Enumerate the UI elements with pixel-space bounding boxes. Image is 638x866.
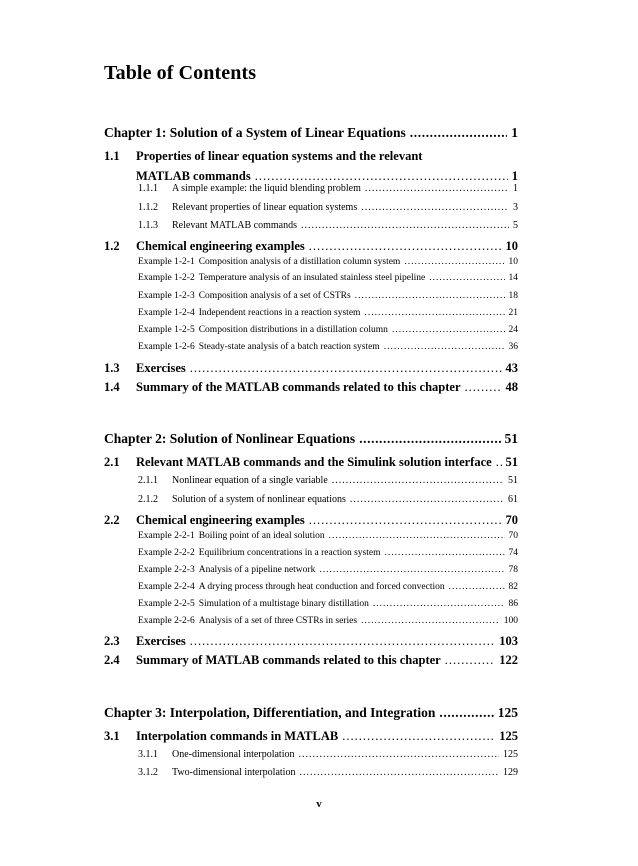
toc-dot-leader (445, 654, 496, 667)
toc-entry-page: 48 (505, 380, 518, 394)
toc-entry-number: Example 2-2-1 (138, 531, 195, 541)
toc-entry-page: 103 (499, 634, 518, 648)
toc-entry-title: Analysis of a pipeline network (198, 565, 316, 575)
toc-entry-title: Boiling point of an ideal solution (198, 531, 325, 541)
toc-entry (104, 362, 518, 375)
toc-entry-title: Relevant MATLAB commands (172, 220, 297, 231)
toc-entry (104, 514, 518, 527)
toc-entry (138, 768, 518, 778)
toc-entry (138, 326, 518, 336)
toc-entry (138, 476, 518, 486)
toc-entry (104, 150, 518, 163)
toc-entry (104, 635, 518, 648)
toc-entry (104, 126, 518, 140)
toc-entry-page: 43 (505, 361, 518, 375)
toc-entry-page: 21 (508, 308, 518, 318)
toc-entry-title: Summary of MATLAB commands related to this chapter (136, 653, 441, 667)
toc-entry-page: 18 (508, 291, 518, 301)
toc-entry-number: 3.1.2 (138, 767, 158, 778)
toc-entry-title: Simulation of a multistage binary distillation (198, 599, 369, 609)
toc-dot-leader (359, 432, 500, 446)
page-title: Table of Contents (104, 62, 257, 84)
toc-entry-title: Relevant properties of linear equation systems (172, 202, 358, 213)
toc-entry-title: A simple example: the liquid blending problem (172, 183, 361, 194)
toc-entry-page: 122 (499, 653, 518, 667)
toc-entry (104, 654, 518, 667)
toc-entry-number: 2.3 (104, 634, 120, 648)
toc-entry-title: Chapter 3: Interpolation, Differentiation, and Integration (104, 705, 436, 720)
toc-dot-leader (299, 768, 499, 778)
toc-entry-page: 1 (511, 125, 518, 140)
toc-dot-leader (361, 617, 500, 627)
toc-entry-number: 1.3 (104, 361, 120, 375)
toc-entry (104, 456, 518, 469)
toc-dot-leader (364, 309, 504, 319)
toc-entry-title: Equilibrium concentrations in a reaction system (198, 548, 381, 558)
toc-entry-page: 5 (513, 220, 518, 231)
toc-entry-number: 1.1 (104, 149, 120, 163)
toc-dot-leader (190, 635, 495, 648)
toc-entry (138, 184, 518, 194)
toc-entry-number: 1.1.1 (138, 183, 158, 194)
toc-entry-page: 51 (505, 455, 518, 469)
toc-entry-number: 2.1.1 (138, 475, 158, 486)
toc-entry-title: Steady-state analysis of a batch reaction system (198, 342, 380, 352)
toc-dot-leader (301, 221, 509, 231)
toc-entry (104, 240, 518, 253)
toc-entry-title: Independent reactions in a reaction system (198, 308, 361, 318)
toc-dot-leader (384, 343, 505, 353)
toc-dot-leader (355, 292, 505, 302)
toc-entry-number: 1.2 (104, 239, 120, 253)
toc-entry-page: 3 (513, 202, 518, 213)
toc-dot-leader (410, 126, 507, 140)
toc-entry (104, 706, 518, 720)
toc-entry (136, 170, 518, 183)
toc-entry-title: Properties of linear equation systems and the relevant (136, 149, 423, 163)
toc-entry (138, 258, 518, 268)
toc-entry-page: 61 (508, 494, 518, 505)
toc-entry-number: Example 1-2-4 (138, 308, 195, 318)
toc-entry (138, 750, 518, 760)
toc-entry-page: 10 (505, 239, 518, 253)
toc-dot-leader (319, 566, 504, 576)
toc-entry-number: Example 1-2-5 (138, 325, 195, 335)
toc-dot-leader (496, 456, 502, 469)
toc-entry-number: 1.1.2 (138, 202, 158, 213)
toc-entry-page: 51 (504, 431, 518, 446)
toc-entry-title: Chapter 1: Solution of a System of Linear Equations (104, 125, 406, 140)
toc-dot-leader (361, 203, 509, 213)
toc-entry-title: A drying process through heat conduction and forced convection (198, 582, 445, 592)
toc-entry (104, 381, 518, 394)
toc-entry (138, 566, 518, 576)
toc-dot-leader (439, 706, 493, 720)
toc-dot-leader (329, 532, 505, 542)
toc-entry-title: Summary of the MATLAB commands related to this chapter (136, 380, 461, 394)
toc-entry (138, 203, 518, 213)
toc-dot-leader (449, 583, 505, 593)
toc-dot-leader (465, 381, 502, 394)
toc-entry-title: Exercises (136, 361, 186, 375)
toc-entry-title: Chapter 2: Solution of Nonlinear Equations (104, 431, 356, 446)
toc-dot-leader (350, 495, 504, 505)
toc-entry-page: 100 (503, 616, 518, 626)
toc-entry-title: Analysis of a set of three CSTRs in series (198, 616, 358, 626)
toc-dot-leader (404, 258, 504, 268)
toc-entry (138, 343, 518, 353)
toc-entry-page: 125 (497, 705, 518, 720)
toc-entry-number: Example 2-2-3 (138, 565, 195, 575)
toc-entry-number: 2.1.2 (138, 494, 158, 505)
toc-entry-title: Two-dimensional interpolation (172, 767, 296, 778)
toc-entry-number: 2.1 (104, 455, 120, 469)
toc-entry-title: Relevant MATLAB commands and the Simulink solution interface (136, 455, 492, 469)
toc-entry-page: 74 (508, 548, 518, 558)
toc-dot-leader (332, 476, 504, 486)
toc-dot-leader (298, 750, 499, 760)
toc-dot-leader (385, 549, 505, 559)
toc-entry-page: 70 (505, 513, 518, 527)
toc-entry-number: 1.1.3 (138, 220, 158, 231)
toc-entry-title: Composition analysis of a set of CSTRs (198, 291, 351, 301)
toc-dot-leader (342, 730, 495, 743)
toc-entry-page: 78 (508, 565, 518, 575)
toc-entry-number: 2.2 (104, 513, 120, 527)
toc-entry (138, 532, 518, 542)
toc-entry-title: Nonlinear equation of a single variable (172, 475, 328, 486)
toc-entry-page: 10 (508, 257, 518, 267)
toc-entry-page: 1 (511, 169, 518, 183)
toc-entry-page: 24 (508, 325, 518, 335)
toc-entry-page: 14 (508, 273, 518, 283)
toc-dot-leader (309, 240, 502, 253)
toc-entry (138, 292, 518, 302)
page-number: v (316, 798, 322, 810)
toc-entry-number: 2.4 (104, 653, 120, 667)
toc-entry-page: 129 (503, 767, 518, 778)
toc-entry-title: Interpolation commands in MATLAB (136, 729, 339, 743)
toc-entry (138, 274, 518, 284)
toc-entry (138, 583, 518, 593)
toc-entry-title: Temperature analysis of an insulated stainless steel pipeline (198, 273, 426, 283)
toc-entry-number: Example 1-2-2 (138, 273, 195, 283)
toc-entry (138, 617, 518, 627)
toc-entry-page: 1 (513, 183, 518, 194)
toc-dot-leader (429, 274, 504, 284)
toc-entry-number: Example 2-2-5 (138, 599, 195, 609)
toc-entry-page: 70 (508, 531, 518, 541)
toc-entry (104, 432, 518, 446)
toc-entry-number: Example 1-2-3 (138, 291, 195, 301)
toc-entry-title: One-dimensional interpolation (172, 749, 295, 760)
toc-entry (138, 495, 518, 505)
toc-dot-leader (392, 326, 505, 336)
toc-entry-title: Chemical engineering examples (136, 239, 305, 253)
toc-entry-page: 82 (508, 582, 518, 592)
toc-entry-number: 3.1 (104, 729, 120, 743)
toc-dot-leader (365, 184, 509, 194)
toc-entry (138, 600, 518, 610)
toc-entry-number: Example 1-2-1 (138, 257, 195, 267)
toc-entry-number: Example 2-2-6 (138, 616, 195, 626)
toc-entry-title: MATLAB commands (136, 169, 251, 183)
toc-entry-page: 86 (508, 599, 518, 609)
toc-entry-title: Exercises (136, 634, 186, 648)
toc-entry-title: Composition distributions in a distillation column (198, 325, 388, 335)
toc-dot-leader (190, 362, 502, 375)
toc-entry-number: Example 1-2-6 (138, 342, 195, 352)
toc-entry-page: 51 (508, 475, 518, 486)
toc-entry (138, 549, 518, 559)
toc-entry-page: 36 (508, 342, 518, 352)
toc-entry-number: Example 2-2-4 (138, 582, 195, 592)
toc-entry (138, 221, 518, 231)
toc-entry (138, 309, 518, 319)
toc-dot-leader (309, 514, 502, 527)
toc-dot-leader (255, 170, 508, 183)
toc-entry-number: Example 2-2-2 (138, 548, 195, 558)
toc-dot-leader (373, 600, 505, 610)
toc-entry-number: 1.4 (104, 380, 120, 394)
toc-entry-title: Solution of a system of nonlinear equations (172, 494, 346, 505)
toc-entry-number: 3.1.1 (138, 749, 158, 760)
toc-entry-page: 125 (499, 729, 518, 743)
toc-entry-page: 125 (503, 749, 518, 760)
toc-entry (104, 730, 518, 743)
toc-entry-title: Composition analysis of a distillation column system (198, 257, 401, 267)
toc-entry-title: Chemical engineering examples (136, 513, 305, 527)
